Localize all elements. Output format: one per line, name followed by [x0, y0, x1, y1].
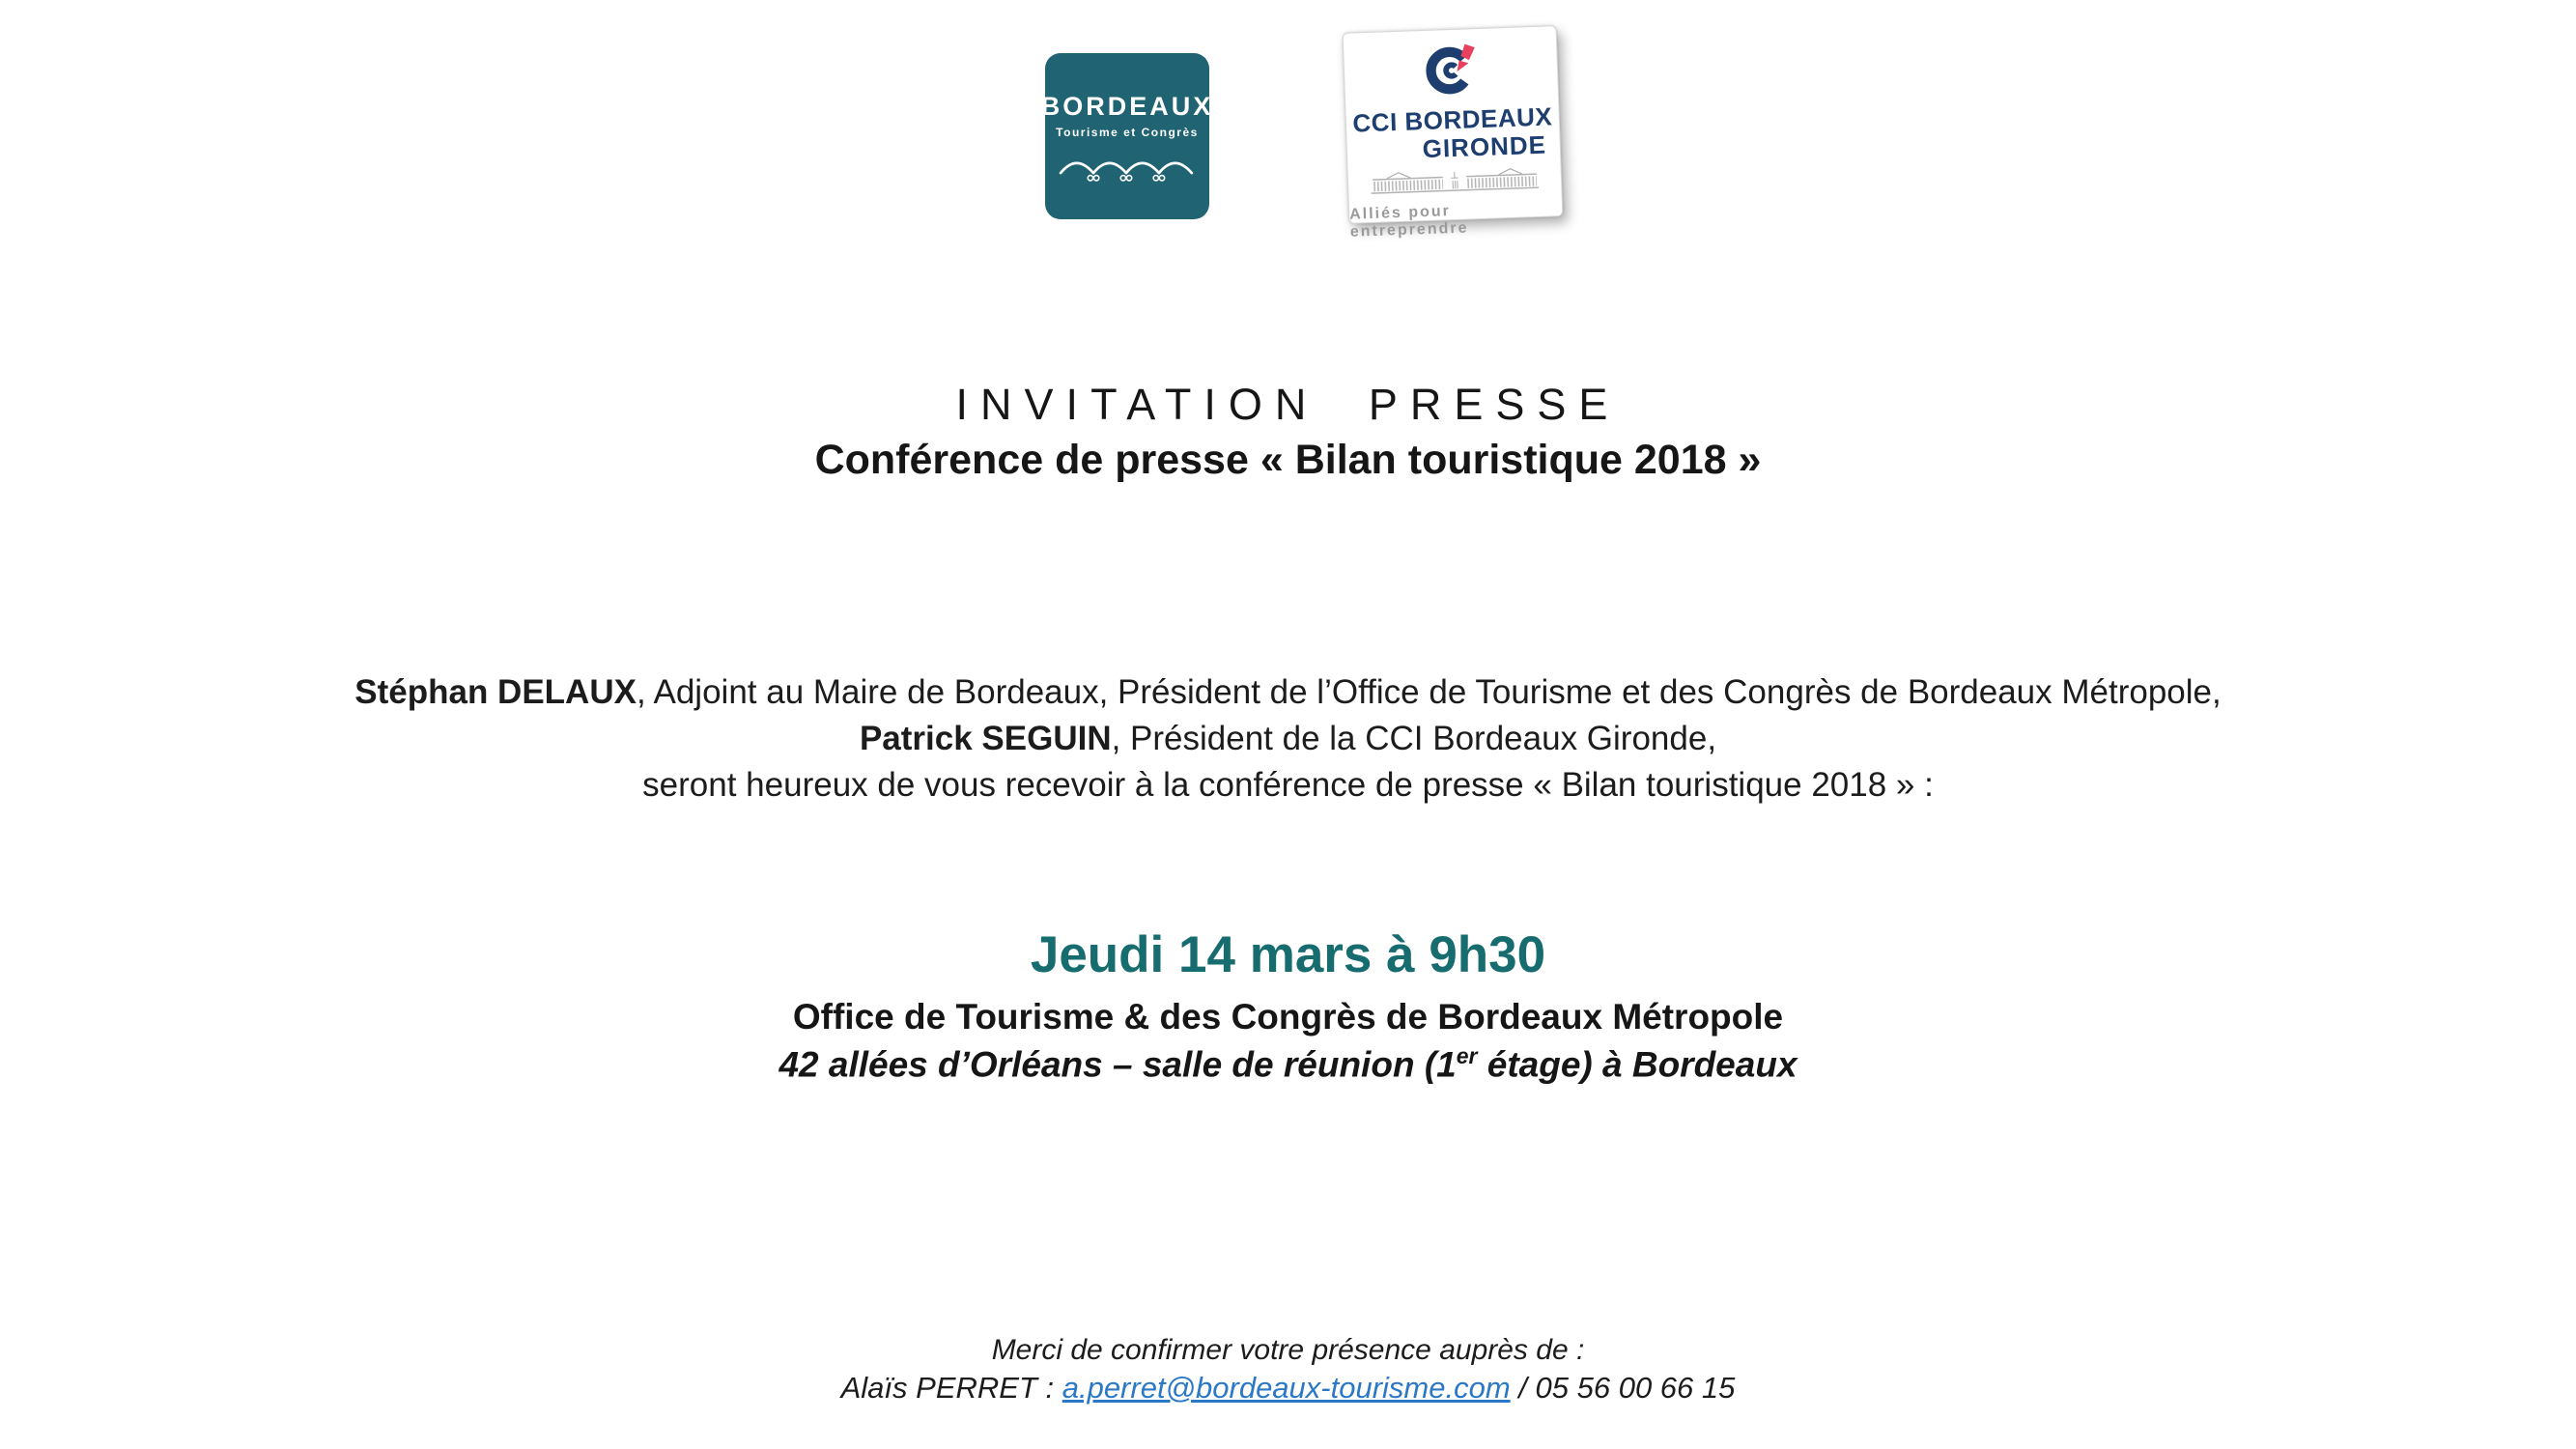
palais-bourse-silhouette-icon: [1367, 165, 1543, 203]
event-address-pre: 42 allées d’Orléans – salle de réunion (1: [778, 1044, 1457, 1085]
host-name-delaux: Stéphan DELAUX: [354, 673, 637, 711]
contact-name: Alaïs PERRET :: [840, 1371, 1062, 1405]
cci-mark-icon: [1419, 39, 1483, 107]
cci-logo-tagline: Alliés pour entreprendre: [1348, 203, 1469, 241]
host-name-seguin: Patrick SEGUIN: [859, 720, 1112, 757]
body-line-2: [0, 716, 2576, 762]
event-address-ordinal: er: [1456, 1043, 1478, 1068]
body-line-1: [0, 669, 2576, 716]
rsvp-contact-line: [0, 1371, 2576, 1406]
rsvp-instruction: Merci de confirmer votre présence auprès de :: [991, 1334, 1585, 1366]
contact-phone: / 05 56 00 66 15: [1510, 1371, 1736, 1405]
contact-email-link[interactable]: a.perret@bordeaux-tourisme.com: [1062, 1371, 1511, 1405]
invitation-body: [0, 669, 2576, 809]
bordeaux-tourisme-logo: [1040, 53, 1214, 219]
event-venue: Office de Tourisme & des Congrès de Bordeaux Métropole: [792, 997, 1784, 1037]
host-title-seguin: , Président de la CCI Bordeaux Gironde,: [1111, 720, 1717, 757]
cci-logo-name-line1: CCI BORDEAUX: [1351, 101, 1553, 138]
bridge-arches-icon: [1058, 151, 1197, 190]
cci-logo-name-line2: GIRONDE: [1422, 129, 1547, 163]
bordeaux-logo-subtitle: Tourisme et Congrès: [1056, 126, 1199, 139]
cci-bordeaux-gironde-logo: [1343, 25, 1564, 241]
body-line-3: seront heureux de vous recevoir à la conférence de presse « Bilan touristique 2018 » :: [642, 766, 1934, 804]
event-datetime: Jeudi 14 mars à 9h30: [1030, 926, 1546, 983]
host-title-delaux: , Adjoint au Maire de Bordeaux, Président de l’Office de Tourisme et des Congrès de Bordeaux Métropole,: [636, 673, 2222, 711]
event-address: [0, 1043, 2576, 1085]
event-address-post: étage) à Bordeaux: [1477, 1044, 1798, 1085]
document-title: INVITATION PRESSE: [955, 380, 1621, 429]
document-subtitle: Conférence de presse « Bilan touristique 2018 »: [814, 437, 1762, 483]
bordeaux-logo-title: BORDEAUX: [1040, 92, 1214, 121]
